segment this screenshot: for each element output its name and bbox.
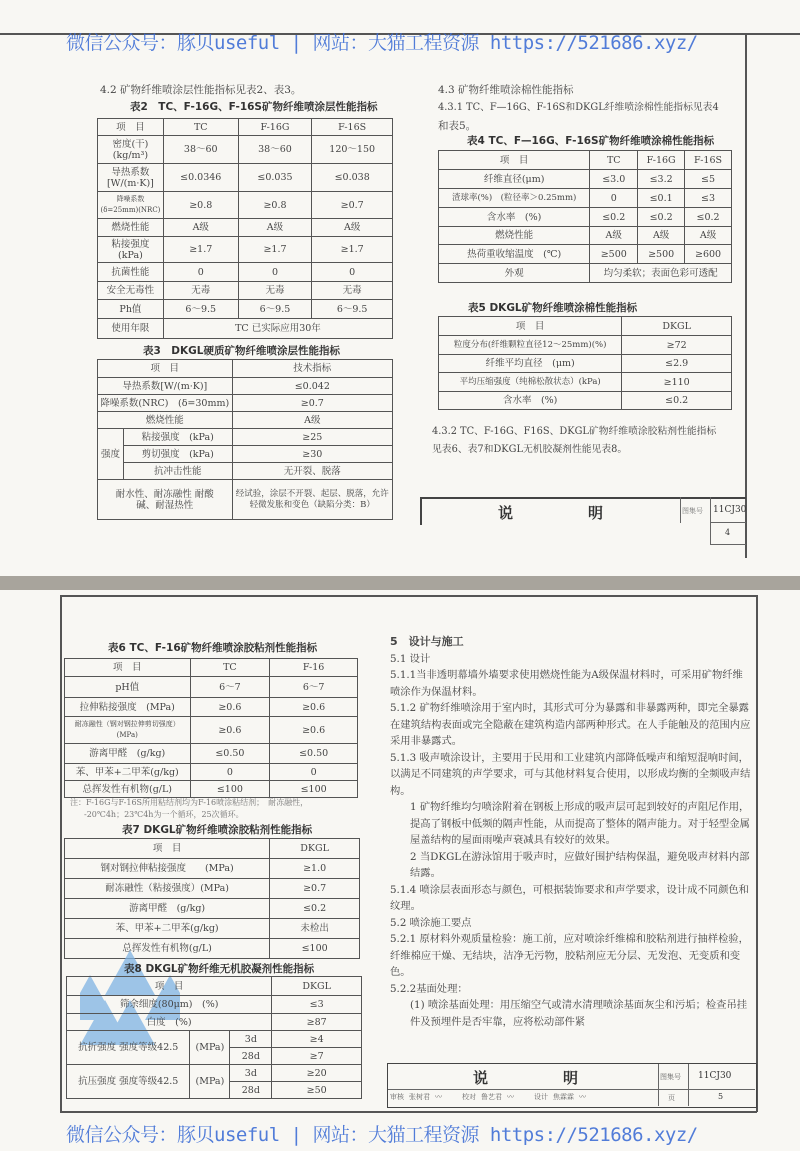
table8 [66, 976, 362, 1099]
cell: A级 [638, 227, 685, 245]
cell: 耐冻融性（钢对钢拉伸剪切强度）(MPa) [65, 717, 191, 744]
cell: 均匀柔软；表面色彩可透配 [590, 264, 732, 283]
section-4-3-1: 4.3.1 TC、F—16G、F-16S和DKGL纤维喷涂棉性能指标见表4 [438, 102, 719, 113]
cell: ≤0.2 [685, 208, 732, 227]
cell: A级 [238, 219, 312, 237]
cell: 外观 [439, 264, 590, 283]
th: 项 目 [65, 839, 270, 859]
watermark-bottom: 微信公众号：豚贝useful | 网站：大猫工程资源 https://521686.xyz/ [66, 1124, 698, 1146]
cell: 苯、甲苯+二甲苯(g/kg) [65, 919, 270, 939]
cell: 6～9.5 [163, 300, 238, 319]
cell: 总挥发性有机物(g/L) [65, 781, 191, 798]
cell: 耐冻融性（粘接强度）(MPa) [65, 879, 270, 899]
section-4-2: 4.2 矿物纤维喷涂层性能指标见表2、表3。 [100, 84, 302, 96]
heading-5-2: 5.2 喷涂施工要点 [390, 916, 472, 929]
page-border-top [60, 595, 757, 597]
cell: 0 [312, 263, 393, 282]
cell: 粘接强度 (kPa) [123, 429, 232, 446]
page-border-right [745, 33, 747, 558]
cell: 抗折强度 强度等级42.5 [67, 1031, 190, 1065]
design-construction-text [390, 634, 752, 1030]
heading-5: 5 设计与施工 [390, 635, 464, 648]
section-4-3-1-cont: 和表5。 [438, 120, 477, 132]
th: DKGL [270, 839, 360, 859]
cell: A级 [685, 227, 732, 245]
cell: 3d [230, 1065, 272, 1082]
cell: 0 [190, 764, 270, 781]
para-5-2-2: 5.2.2基面处理： [390, 982, 468, 995]
title-text-1: 说 [498, 504, 514, 522]
checker-signature: 〰 [507, 1093, 514, 1101]
cell: 燃烧性能 [98, 219, 164, 237]
para-5-1-3: 5.1.3 吸声喷涂设计，主要用于民用和工业建筑内部降低噪声和缩短混响时间，以满足不同建筑的声学要求，可与其他材料复合使用，以形成均衡的全频吸声结构。 [390, 751, 751, 797]
page-number: 4 [725, 528, 731, 537]
cell: ≥0.7 [312, 192, 393, 219]
cell: 渣球率(%) (粒径率＞0.25mm) [439, 189, 590, 208]
th: 项 目 [65, 659, 191, 677]
cell: ≤0.038 [312, 164, 393, 192]
cell: 游离甲醛 (g/kg) [65, 899, 270, 919]
table5 [438, 316, 732, 410]
cell: 粘接强度(kPa) [98, 237, 164, 263]
cell: 纤维平均直径 (μm) [439, 355, 622, 373]
heading-5-1: 5.1 设计 [390, 652, 431, 665]
table7-title: 表7 DKGL矿物纤维喷涂胶粘剂性能指标 [122, 824, 313, 836]
cell: 0 [163, 263, 238, 282]
table6-note-1: 注：F-16G与F-16S所用粘结剂均为F-16喷涂粘结剂； 耐冻融性， [70, 798, 309, 807]
cell: 38～60 [163, 136, 238, 164]
cell: 抗压强度 强度等级42.5 [67, 1065, 190, 1099]
cell: ≤0.2 [622, 392, 732, 410]
para-5-1-1: 5.1.1当非透明幕墙外墙要求使用燃烧性能为A级保温材料时，可采用矿物纤维喷涂作为保温材料。 [390, 669, 743, 698]
cell: ≤3 [272, 996, 362, 1014]
design-label: 设计 [534, 1093, 548, 1101]
atlas-label: 图集号 [660, 1073, 681, 1081]
cell: 安全无毒性 [98, 282, 164, 300]
cell: ≤100 [270, 939, 360, 959]
cell: ≤0.2 [270, 899, 360, 919]
cell: 0 [270, 764, 358, 781]
cell: 3d [230, 1031, 272, 1048]
cell: A级 [590, 227, 638, 245]
check-label: 校对 [462, 1093, 476, 1101]
th: TC [190, 659, 270, 677]
cell: ≤3.2 [638, 170, 685, 189]
th: F-16S [312, 119, 393, 136]
section-4-3: 4.3 矿物纤维喷涂棉性能指标 [438, 84, 574, 96]
cell: ≥0.6 [190, 717, 270, 744]
cell: 无开裂、脱落 [232, 463, 392, 480]
reviewer-signature: 〰 [435, 1093, 442, 1101]
cell: ≥1.7 [238, 237, 312, 263]
table4-title: 表4 TC、F—16G、F-16S矿物纤维喷涂棉性能指标 [467, 135, 715, 147]
th: 项 目 [67, 977, 272, 996]
table3-title: 表3 DKGL硬质矿物纤维喷涂层性能指标 [143, 345, 340, 357]
cell: ≥25 [232, 429, 392, 446]
th: 技术指标 [232, 360, 392, 378]
cell: 纤维直径(μm) [439, 170, 590, 189]
cell: ≤0.0346 [163, 164, 238, 192]
cell: 游离甲醛 (g/kg) [65, 744, 191, 764]
cell: ≥4 [272, 1031, 362, 1048]
cell: ≥50 [272, 1082, 362, 1099]
cell: 6～9.5 [238, 300, 312, 319]
checker-name: 鲁艺君 [481, 1093, 502, 1101]
cell: ≥500 [638, 245, 685, 264]
cell: ≥0.8 [238, 192, 312, 219]
cell: 120～150 [312, 136, 393, 164]
cell: 筛余细度(80μm) (%) [67, 996, 272, 1014]
cell: ≥7 [272, 1048, 362, 1065]
cell: A级 [312, 219, 393, 237]
cell: 强度 [98, 429, 124, 480]
cell: 苯、甲苯+二甲苯(g/kg) [65, 764, 191, 781]
cell: 0 [238, 263, 312, 282]
cell: ≥110 [622, 373, 732, 392]
cell: 剪切强度 (kPa) [123, 446, 232, 463]
cell: 0 [590, 189, 638, 208]
table6-title: 表6 TC、F-16矿物纤维喷涂胶粘剂性能指标 [108, 642, 318, 654]
cell: 无毒 [312, 282, 393, 300]
th: 项 目 [439, 317, 622, 336]
watermark-top: 微信公众号：豚贝useful | 网站：大猫工程资源 https://521686.xyz/ [66, 32, 698, 54]
cell: ≥0.7 [270, 879, 360, 899]
cell: ≤3.0 [590, 170, 638, 189]
title-text-2: 明 [588, 504, 604, 522]
page-label: 页 [668, 1094, 675, 1102]
cell: 无毒 [163, 282, 238, 300]
review-label: 审核 [390, 1093, 404, 1101]
th: TC [590, 151, 638, 170]
designer-name: 焦霖霖 [553, 1093, 574, 1101]
cell: ≥87 [272, 1014, 362, 1031]
cell: 使用年限 [98, 319, 164, 339]
cell: ≤0.1 [638, 189, 685, 208]
cell: 抗菌性能 [98, 263, 164, 282]
cell: ≥1.7 [163, 237, 238, 263]
cell: 28d [230, 1082, 272, 1099]
cell: ≤0.035 [238, 164, 312, 192]
cell: ≤0.2 [590, 208, 638, 227]
cell: ≥500 [590, 245, 638, 264]
cell: ≥30 [232, 446, 392, 463]
para-5-1-3-item-1: 1 矿物纤维均匀喷涂附着在钢板上形成的吸声层可起到较好的声阻尼作用，提高了钢板中低频的隔声性能，从而提高了整体的隔声能力。对于轻型金属屋盖结构的屋面雨噪声衰减具有较好的效果。 [410, 801, 750, 846]
cell: 密度(干)(kg/m³) [98, 136, 164, 164]
cell: (MPa) [190, 1065, 230, 1099]
table8-title: 表8 DKGL矿物纤维无机胶凝剂性能指标 [124, 963, 315, 975]
cell: ≤100 [270, 781, 358, 798]
cell: 燃烧性能 [98, 412, 233, 429]
cell: 含水率 (%) [439, 392, 622, 410]
table5-title: 表5 DKGL矿物纤维喷涂棉性能指标 [468, 302, 638, 314]
atlas-label: 图集号 [682, 507, 703, 515]
reviewer-name: 张树君 [409, 1093, 430, 1101]
cell: 经试验，涂层不开裂、起层、脱落，允许轻微发胀和变色（缺陷分类：B） [232, 480, 392, 520]
cell: A级 [163, 219, 238, 237]
section-4-3-2-cont: 见表6、表7和DKGL无机胶凝剂性能见表8。 [432, 444, 628, 455]
cell: ≤100 [190, 781, 270, 798]
page-number: 5 [718, 1092, 724, 1101]
title-text-1: 说 [473, 1069, 489, 1087]
th: F-16G [238, 119, 312, 136]
table3 [97, 359, 393, 520]
table4 [438, 150, 732, 283]
title-block [387, 1063, 757, 1108]
page-border-right [756, 595, 758, 1112]
cell: 总挥发性有机物(g/L) [65, 939, 270, 959]
page-5 [0, 590, 800, 1151]
cell: 粒度分布(纤维颗粒直径12～25mm)(%) [439, 336, 622, 355]
cell: ≥600 [685, 245, 732, 264]
para-5-2-2-item-1: (1) 喷涂基面处理：用压缩空气或清水清理喷涂基面灰尘和污垢；检查吊挂件及预埋件是否牢靠，应将松动部件紧 [410, 999, 748, 1028]
cell: ≤0.50 [270, 744, 358, 764]
cell: ≤0.50 [190, 744, 270, 764]
cell: 白度 (%) [67, 1014, 272, 1031]
cell: 降噪系数(δ=25mm)(NRC) [98, 192, 164, 219]
cell: 燃烧性能 [439, 227, 590, 245]
th: 项 目 [439, 151, 590, 170]
section-4-3-2: 4.3.2 TC、F-16G、F16S、DKGL矿物纤维喷涂胶粘剂性能指标 [432, 426, 717, 437]
table6-note-2: -20℃4h；23℃4h为一个循环，25次循环。 [84, 810, 244, 819]
table7 [64, 838, 360, 959]
cell: ≥72 [622, 336, 732, 355]
th: TC [163, 119, 238, 136]
table6 [64, 658, 358, 798]
cell: 抗冲击性能 [123, 463, 232, 480]
cell: ≥0.7 [232, 395, 392, 412]
cell: ≤2.9 [622, 355, 732, 373]
cell: ≥1.0 [270, 859, 360, 879]
cell: 6～7 [270, 677, 358, 698]
cell: ≥0.6 [270, 717, 358, 744]
title-block [420, 497, 746, 545]
cell: (MPa) [190, 1031, 230, 1065]
cell: TC 已实际应用30年 [163, 319, 392, 339]
cell: 含水率 (%) [439, 208, 590, 227]
page-border-left [60, 595, 62, 1112]
cell: 钢对钢拉伸粘接强度 (MPa) [65, 859, 270, 879]
cell: Ph值 [98, 300, 164, 319]
cell: ≤0.2 [638, 208, 685, 227]
title-text-2: 明 [563, 1069, 579, 1087]
cell: 降噪系数(NRC) (δ=30mm) [98, 395, 233, 412]
para-5-1-3-item-2: 2 当DKGL在游泳馆用于吸声时，应做好围护结构保温，避免吸声材料内部结露。 [410, 850, 750, 879]
cell: 导热系数[W/(m·K)] [98, 164, 164, 192]
cell: 38～60 [238, 136, 312, 164]
cell: ≥0.6 [270, 698, 358, 717]
cell: 耐水性、耐冻融性 耐酸碱、耐湿热性 [98, 480, 233, 520]
signature-row [390, 1092, 654, 1102]
th: F-16G [638, 151, 685, 170]
th: F-16S [685, 151, 732, 170]
cell: 平均压缩强度（纯棉松散状态）(kPa) [439, 373, 622, 392]
cell: ≥0.8 [163, 192, 238, 219]
cell: 热荷重收缩温度 (℃) [439, 245, 590, 264]
cell: 无毒 [238, 282, 312, 300]
cell: 拉伸粘接强度 (MPa) [65, 698, 191, 717]
cell: 6～9.5 [312, 300, 393, 319]
table2 [97, 118, 393, 339]
cell: ≥1.7 [312, 237, 393, 263]
cell: pH值 [65, 677, 191, 698]
th: F-16 [270, 659, 358, 677]
cell: ≤0.042 [232, 378, 392, 395]
cell: A级 [232, 412, 392, 429]
cell: ≥0.6 [190, 698, 270, 717]
page-border-bottom [60, 1111, 757, 1113]
cell: ≥20 [272, 1065, 362, 1082]
cell: 28d [230, 1048, 272, 1065]
th: DKGL [272, 977, 362, 996]
cell: ≤5 [685, 170, 732, 189]
para-5-2-1: 5.2.1 原材料外观质量检验：施工前，应对喷涂纤维棉和胶粘剂进行抽样检验，纤维棉应干燥、无结块，洁净无污物，胶粘剂应无分层、无发泡、无变质和变色。 [390, 933, 749, 978]
atlas-number: 11CJ30 [698, 1071, 732, 1081]
para-5-1-2: 5.1.2 矿物纤维喷涂用于室内时，其形式可分为暴露和非暴露两种，即完全暴露在建筑结构表面或完全隐蔽在建筑构造内部两种形式。在人手能触及的范围内应采用非暴露式。 [390, 702, 751, 747]
th: DKGL [622, 317, 732, 336]
th: 项 目 [98, 119, 164, 136]
para-5-1-4: 5.1.4 喷涂层表面形态与颜色，可根据装饰要求和声学要求，设计成不同颜色和纹理。 [390, 883, 749, 912]
atlas-number: 11CJ30 [713, 505, 747, 515]
table2-title: 表2 TC、F-16G、F-16S矿物纤维喷涂层性能指标 [130, 101, 378, 113]
th: 项 目 [98, 360, 233, 378]
cell: 未检出 [270, 919, 360, 939]
cell: ≤3 [685, 189, 732, 208]
designer-signature: 〰 [579, 1093, 586, 1101]
cell: 6～7 [190, 677, 270, 698]
cell: 导热系数[W/(m·K)] [98, 378, 233, 395]
